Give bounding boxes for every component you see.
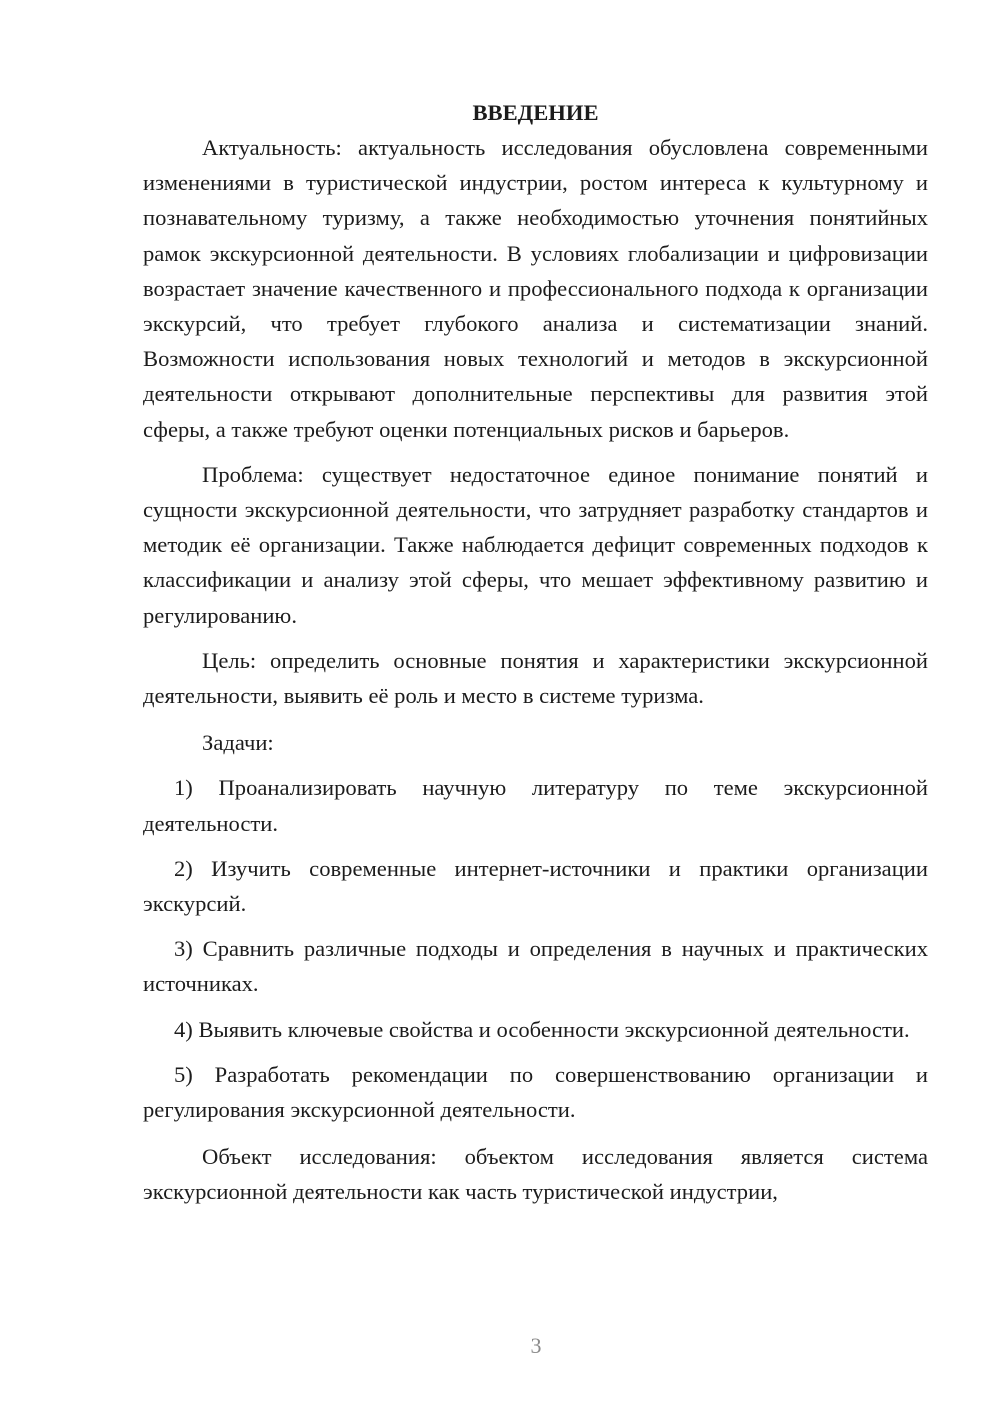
task-item: 2) Изучить современные интернет-источники и практики организации экскурсий. — [143, 855, 928, 917]
document-body — [143, 95, 928, 1210]
goal-paragraph: Цель: определить основные понятия и характеристики экскурсионной деятельности, выявить её роль и место в системе туризма. — [143, 647, 928, 709]
tasks-label: Задачи: — [202, 730, 274, 756]
task-item: 1) Проанализировать научную литературу по теме экскурсионной деятельности. — [143, 775, 928, 836]
object-paragraph: Объект исследования: объектом исследования является система экскурсионной деятельности как часть туристической индустрии, — [143, 1144, 928, 1205]
task-item: 3) Сравнить различные подходы и определения в научных и практических источниках. — [143, 936, 928, 997]
task-item: 4) Выявить ключевые свойства и особенности экскурсионной деятельности. — [174, 1016, 910, 1042]
section-heading: ВВЕДЕНИЕ — [472, 100, 599, 125]
problem-paragraph: Проблема: существует недостаточное единое понимание понятий и сущности экскурсионной деятельности, что затрудняет разработку стандартов и методик её организации. Также наблюдается дефицит современных подходов к классификации и анализу этой сферы, что мешает эффективному развитию и регулированию. — [143, 461, 928, 628]
page-number: 3 — [530, 1333, 542, 1358]
relevance-paragraph: Актуальность: актуальность исследования обусловлена современными изменениями в туристической индустрии, ростом интереса к культурному и познавательному туризму, а также необходимостью уточнения понятийных рамок экскурсионной деятельности. В условиях глобализации и цифровизации возрастает значение качественного и профессионального подхода к организации экскурсий, что требует глубокого анализа и систематизации знаний. Возможности использования новых технологий и методов в экскурсионной деятельности открывают дополнительные перспективы для развития этой сферы, а также требуют оценки потенциальных рисков и барьеров. — [143, 135, 928, 442]
tasks-list — [143, 770, 928, 1127]
task-item: 5) Разработать рекомендации по совершенствованию организации и регулирования экскурсионной деятельности. — [143, 1061, 928, 1123]
